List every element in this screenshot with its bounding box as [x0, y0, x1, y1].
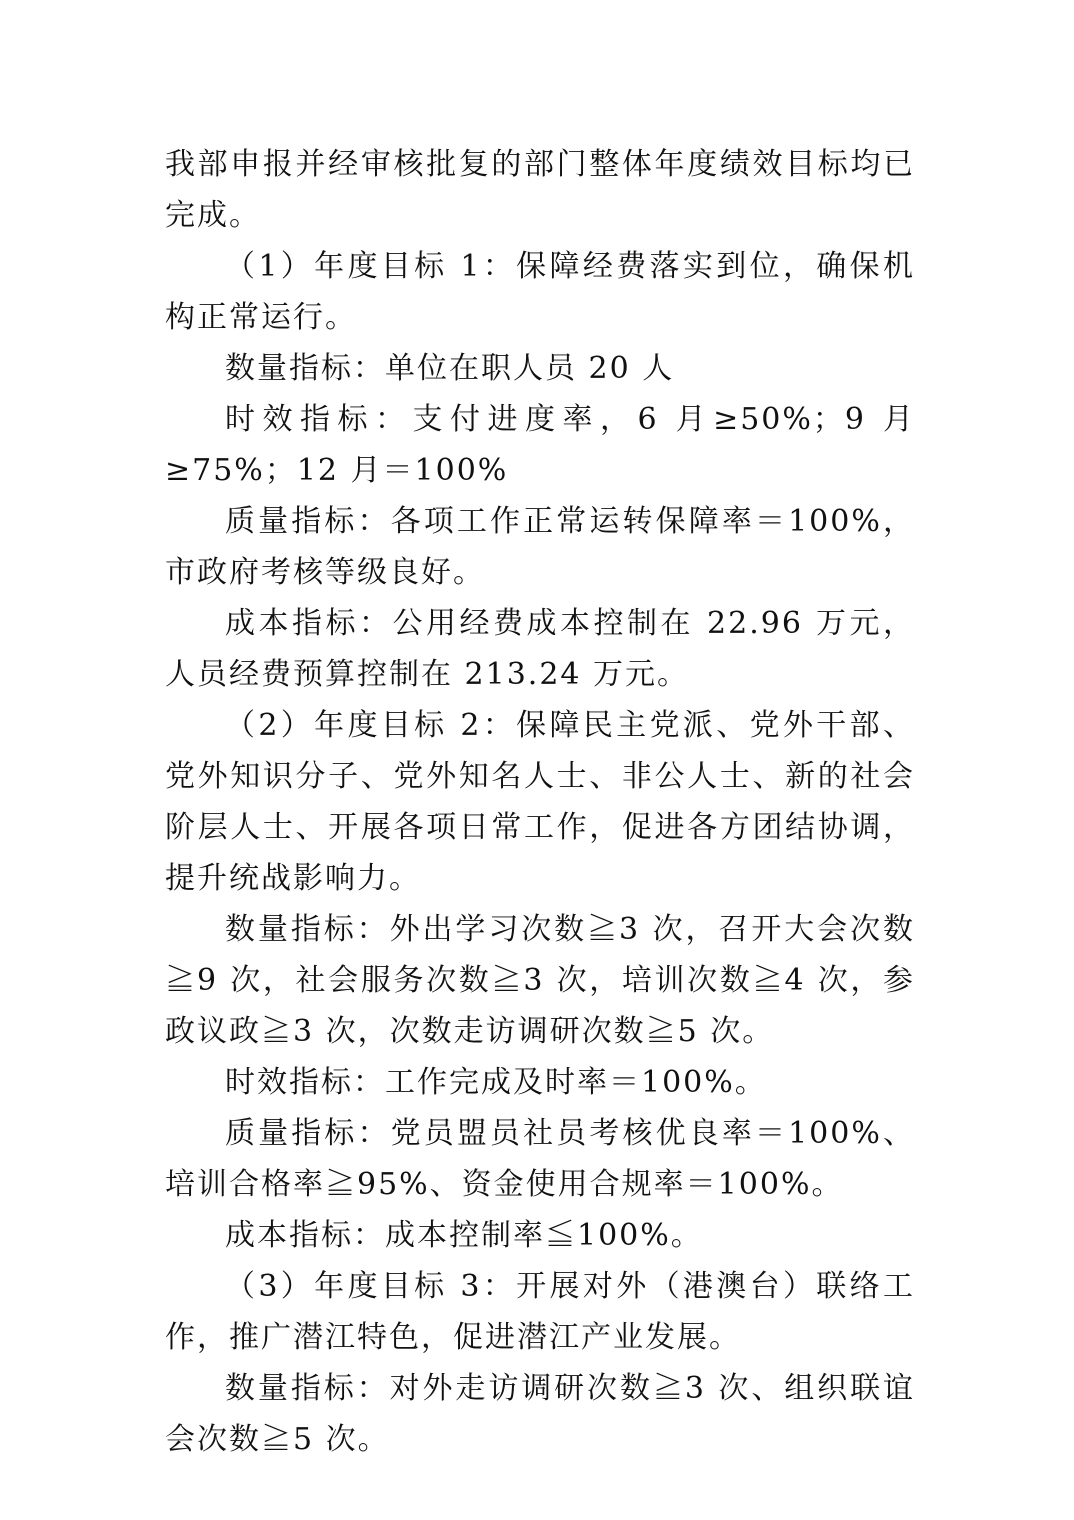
paragraph-goal-2-quality: 质量指标：党员盟员社员考核优良率＝100%、培训合格率≧95%、资金使用合规率＝100%。 [165, 1116, 915, 1202]
paragraph-goal-2-cost: 成本指标：成本控制率≦100%。 [225, 1218, 703, 1253]
paragraph-goal-2-timeliness: 时效指标：工作完成及时率＝100%。 [225, 1065, 767, 1100]
paragraph-goal-2-heading: （2）年度目标 2：保障民主党派、党外干部、党外知识分子、党外知名人士、非公人士、新的社会阶层人士、开展各项日常工作，促进各方团结协调，提升统战影响力。 [165, 708, 915, 896]
paragraph-goal-3-quantity: 数量指标：对外走访调研次数≧3 次、组织联谊会次数≧5 次。 [165, 1371, 915, 1457]
paragraph-goal-1-quantity: 数量指标：单位在职人员 20 人 [225, 351, 675, 386]
paragraph-goal-1-cost: 成本指标：公用经费成本控制在 22.96 万元，人员经费预算控制在 213.24 万元。 [165, 606, 915, 692]
paragraph-goal-1-timeliness: 时效指标：支付进度率，6 月≥50%；9 月≥75%；12 月＝100% [165, 402, 915, 488]
paragraph-goal-3-heading: （3）年度目标 3：开展对外（港澳台）联络工作，推广潜江特色，促进潜江产业发展。 [165, 1269, 915, 1355]
paragraph-goal-1-quality: 质量指标：各项工作正常运转保障率＝100%，市政府考核等级良好。 [165, 504, 915, 590]
paragraph-goal-2-quantity: 数量指标：外出学习次数≧3 次，召开大会次数≧9 次，社会服务次数≧3 次，培训次数≧4 次，参政议政≧3 次，次数走访调研次数≧5 次。 [165, 912, 915, 1049]
paragraph-summary: 我部申报并经审核批复的部门整体年度绩效目标均已完成。 [165, 147, 915, 233]
document-body [165, 139, 915, 1465]
paragraph-goal-1-heading: （1）年度目标 1：保障经费落实到位，确保机构正常运行。 [165, 249, 915, 335]
